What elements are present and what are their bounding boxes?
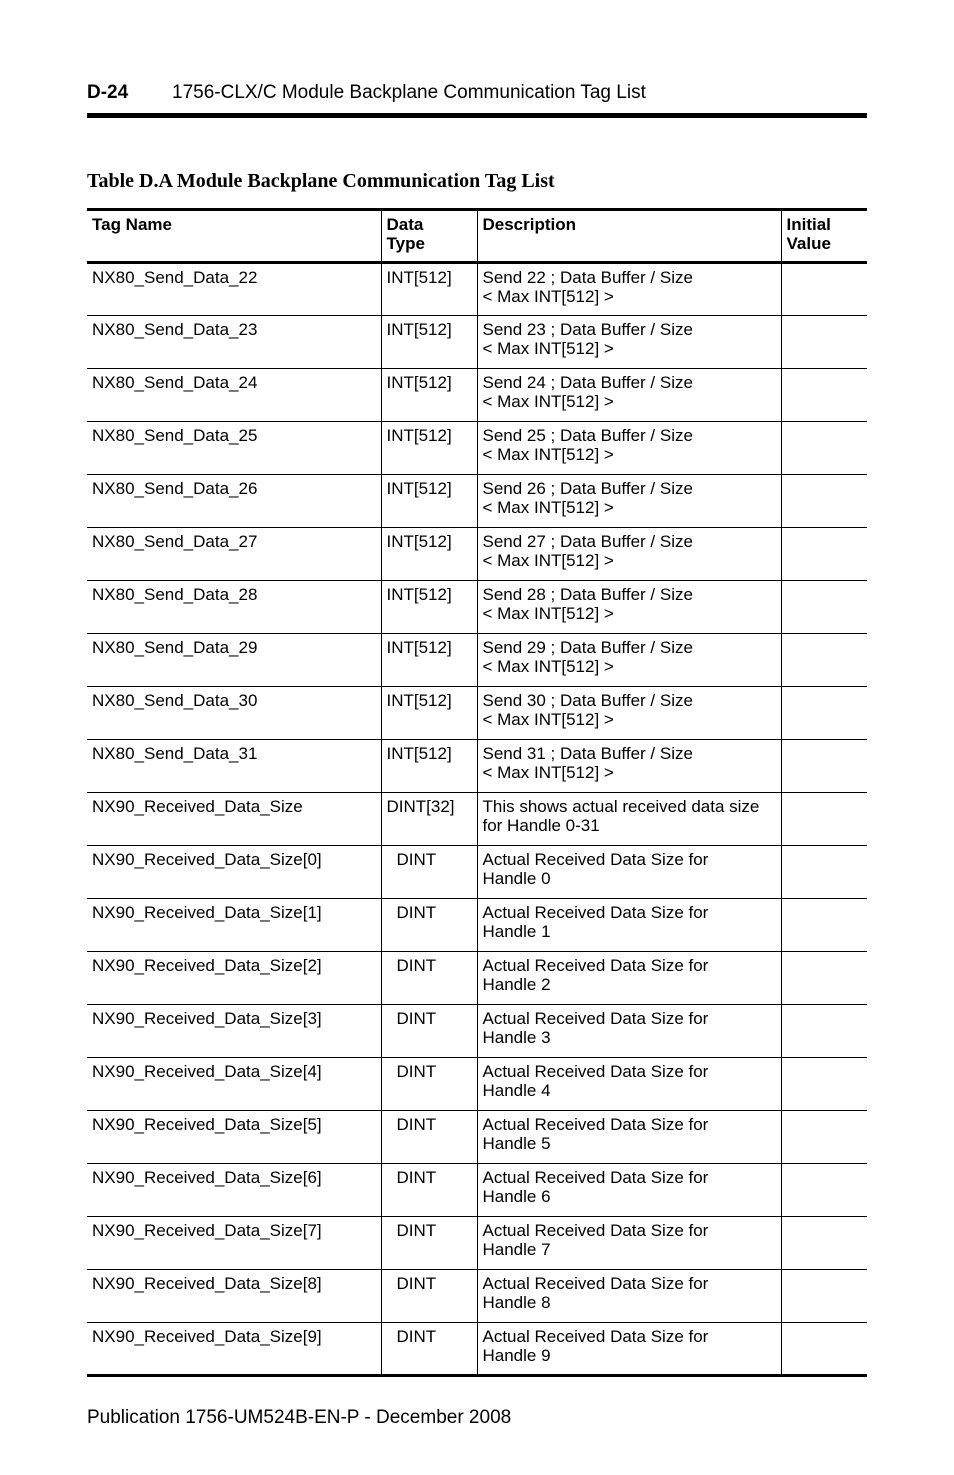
cell-description [477, 475, 781, 528]
table-row [87, 1058, 867, 1111]
cell-data-type: DINT [381, 846, 477, 899]
cell-initial-value [781, 475, 867, 528]
description-line-2: Handle 7 [482, 1240, 551, 1259]
description-line-1: Send 29 ; Data Buffer / Size [482, 638, 693, 657]
table-row [87, 263, 867, 316]
description-line-1: Actual Received Data Size for [482, 1221, 709, 1240]
description-line-1: Send 31 ; Data Buffer / Size [482, 744, 693, 763]
cell-description [477, 528, 781, 581]
column-header-tag-name: Tag Name [87, 210, 381, 263]
page-title: 1756-CLX/C Module Backplane Communication Tag List [172, 82, 646, 103]
description-line-1: Actual Received Data Size for [482, 1062, 709, 1081]
cell-tag-name: NX90_Received_Data_Size[1] [87, 899, 381, 952]
description-line-2: Handle 8 [482, 1293, 551, 1312]
cell-description [477, 846, 781, 899]
cell-description [477, 1005, 781, 1058]
page-footer: Publication 1756-UM524B-EN-P - December 2008 [87, 1407, 512, 1428]
description-line-1: Actual Received Data Size for [482, 956, 709, 975]
cell-description [477, 1111, 781, 1164]
cell-initial-value [781, 1270, 867, 1323]
table-row [87, 369, 867, 422]
description-line-1: Actual Received Data Size for [482, 1327, 709, 1346]
cell-data-type: INT[512] [381, 263, 477, 316]
cell-tag-name: NX90_Received_Data_Size[0] [87, 846, 381, 899]
cell-data-type: INT[512] [381, 422, 477, 475]
cell-initial-value [781, 687, 867, 740]
column-header-data-type: Data Type [381, 210, 477, 263]
cell-tag-name: NX80_Send_Data_27 [87, 528, 381, 581]
description-line-2: Handle 1 [482, 922, 551, 941]
cell-data-type: DINT [381, 899, 477, 952]
description-line-1: This shows actual received data size [482, 797, 760, 816]
table-row [87, 475, 867, 528]
description-line-1: Actual Received Data Size for [482, 1115, 709, 1134]
table-row [87, 1217, 867, 1270]
cell-description [477, 263, 781, 316]
cell-initial-value [781, 581, 867, 634]
table-row [87, 952, 867, 1005]
cell-data-type: INT[512] [381, 369, 477, 422]
cell-tag-name: NX80_Send_Data_29 [87, 634, 381, 687]
description-line-2: < Max INT[512] > [482, 498, 614, 517]
cell-initial-value [781, 634, 867, 687]
cell-initial-value [781, 1217, 867, 1270]
header-rule [87, 113, 867, 118]
cell-data-type: INT[512] [381, 740, 477, 793]
cell-data-type: DINT [381, 1058, 477, 1111]
page-header [87, 82, 867, 104]
cell-tag-name: NX80_Send_Data_23 [87, 316, 381, 369]
table-row [87, 316, 867, 369]
cell-tag-name: NX80_Send_Data_24 [87, 369, 381, 422]
cell-initial-value [781, 1058, 867, 1111]
table-row [87, 528, 867, 581]
cell-data-type: DINT [381, 1111, 477, 1164]
table-row [87, 846, 867, 899]
cell-tag-name: NX90_Received_Data_Size[7] [87, 1217, 381, 1270]
cell-description [477, 634, 781, 687]
cell-description [477, 422, 781, 475]
description-line-2: < Max INT[512] > [482, 710, 614, 729]
cell-tag-name: NX80_Send_Data_25 [87, 422, 381, 475]
column-header-initial-value: Initial Value [781, 210, 867, 263]
table-body [87, 263, 867, 1376]
description-line-1: Send 28 ; Data Buffer / Size [482, 585, 693, 604]
cell-description [477, 687, 781, 740]
cell-tag-name: NX90_Received_Data_Size[6] [87, 1164, 381, 1217]
description-line-1: Send 27 ; Data Buffer / Size [482, 532, 693, 551]
cell-description [477, 1270, 781, 1323]
cell-data-type: INT[512] [381, 634, 477, 687]
cell-initial-value [781, 263, 867, 316]
description-line-2: < Max INT[512] > [482, 604, 614, 623]
cell-tag-name: NX90_Received_Data_Size[2] [87, 952, 381, 1005]
description-line-2: < Max INT[512] > [482, 657, 614, 676]
description-line-1: Send 24 ; Data Buffer / Size [482, 373, 693, 392]
description-line-2: < Max INT[512] > [482, 445, 614, 464]
table-row [87, 1111, 867, 1164]
description-line-1: Actual Received Data Size for [482, 850, 709, 869]
cell-initial-value [781, 793, 867, 846]
cell-data-type: DINT [381, 1323, 477, 1376]
page-number: D-24 [87, 82, 129, 103]
description-line-2: < Max INT[512] > [482, 287, 614, 306]
cell-description [477, 740, 781, 793]
description-line-1: Send 26 ; Data Buffer / Size [482, 479, 693, 498]
cell-initial-value [781, 846, 867, 899]
table-row [87, 581, 867, 634]
cell-description [477, 316, 781, 369]
cell-tag-name: NX90_Received_Data_Size[4] [87, 1058, 381, 1111]
cell-initial-value [781, 369, 867, 422]
table-row [87, 634, 867, 687]
cell-initial-value [781, 1111, 867, 1164]
description-line-1: Send 30 ; Data Buffer / Size [482, 691, 693, 710]
cell-data-type: DINT [381, 1164, 477, 1217]
description-line-1: Send 23 ; Data Buffer / Size [482, 320, 693, 339]
cell-initial-value [781, 528, 867, 581]
description-line-2: Handle 6 [482, 1187, 551, 1206]
description-line-2: for Handle 0-31 [482, 816, 600, 835]
description-line-2: Handle 3 [482, 1028, 551, 1047]
description-line-1: Actual Received Data Size for [482, 1274, 709, 1293]
header-row [87, 210, 867, 263]
cell-tag-name: NX80_Send_Data_22 [87, 263, 381, 316]
cell-initial-value [781, 316, 867, 369]
tag-table [87, 208, 867, 1377]
cell-data-type: INT[512] [381, 687, 477, 740]
cell-data-type: DINT[32] [381, 793, 477, 846]
cell-tag-name: NX90_Received_Data_Size[9] [87, 1323, 381, 1376]
table-row [87, 899, 867, 952]
cell-description [477, 1164, 781, 1217]
cell-description [477, 1217, 781, 1270]
cell-tag-name: NX80_Send_Data_26 [87, 475, 381, 528]
description-line-1: Send 25 ; Data Buffer / Size [482, 426, 693, 445]
table-row [87, 1323, 867, 1376]
table-row [87, 1270, 867, 1323]
description-line-2: < Max INT[512] > [482, 339, 614, 358]
description-line-1: Actual Received Data Size for [482, 1168, 709, 1187]
cell-data-type: DINT [381, 1217, 477, 1270]
cell-tag-name: NX80_Send_Data_30 [87, 687, 381, 740]
table-caption: Table D.A Module Backplane Communication Tag List [87, 170, 555, 192]
cell-data-type: INT[512] [381, 581, 477, 634]
cell-description [477, 1058, 781, 1111]
cell-description [477, 899, 781, 952]
table-row [87, 740, 867, 793]
cell-initial-value [781, 1323, 867, 1376]
table-row [87, 1164, 867, 1217]
cell-data-type: INT[512] [381, 475, 477, 528]
description-line-2: Handle 2 [482, 975, 551, 994]
description-line-1: Send 22 ; Data Buffer / Size [482, 268, 693, 287]
description-line-2: < Max INT[512] > [482, 392, 614, 411]
description-line-2: < Max INT[512] > [482, 763, 614, 782]
cell-data-type: INT[512] [381, 316, 477, 369]
table-row [87, 793, 867, 846]
cell-description [477, 369, 781, 422]
cell-initial-value [781, 1164, 867, 1217]
cell-tag-name: NX90_Received_Data_Size[3] [87, 1005, 381, 1058]
cell-tag-name: NX90_Received_Data_Size[5] [87, 1111, 381, 1164]
cell-initial-value [781, 740, 867, 793]
description-line-2: Handle 5 [482, 1134, 551, 1153]
cell-tag-name: NX90_Received_Data_Size [87, 793, 381, 846]
table-row [87, 1005, 867, 1058]
column-header-description: Description [477, 210, 781, 263]
description-line-2: Handle 0 [482, 869, 551, 888]
cell-description [477, 1323, 781, 1376]
cell-data-type: INT[512] [381, 528, 477, 581]
cell-data-type: DINT [381, 1005, 477, 1058]
description-line-1: Actual Received Data Size for [482, 1009, 709, 1028]
cell-description [477, 581, 781, 634]
table-row [87, 422, 867, 475]
cell-initial-value [781, 422, 867, 475]
cell-initial-value [781, 899, 867, 952]
cell-tag-name: NX90_Received_Data_Size[8] [87, 1270, 381, 1323]
cell-data-type: DINT [381, 952, 477, 1005]
cell-tag-name: NX80_Send_Data_31 [87, 740, 381, 793]
description-line-2: < Max INT[512] > [482, 551, 614, 570]
cell-initial-value [781, 952, 867, 1005]
cell-tag-name: NX80_Send_Data_28 [87, 581, 381, 634]
table-row [87, 687, 867, 740]
cell-data-type: DINT [381, 1270, 477, 1323]
description-line-2: Handle 4 [482, 1081, 551, 1100]
cell-description [477, 952, 781, 1005]
cell-description [477, 793, 781, 846]
description-line-1: Actual Received Data Size for [482, 903, 709, 922]
description-line-2: Handle 9 [482, 1346, 551, 1365]
cell-initial-value [781, 1005, 867, 1058]
table-header [87, 210, 867, 263]
